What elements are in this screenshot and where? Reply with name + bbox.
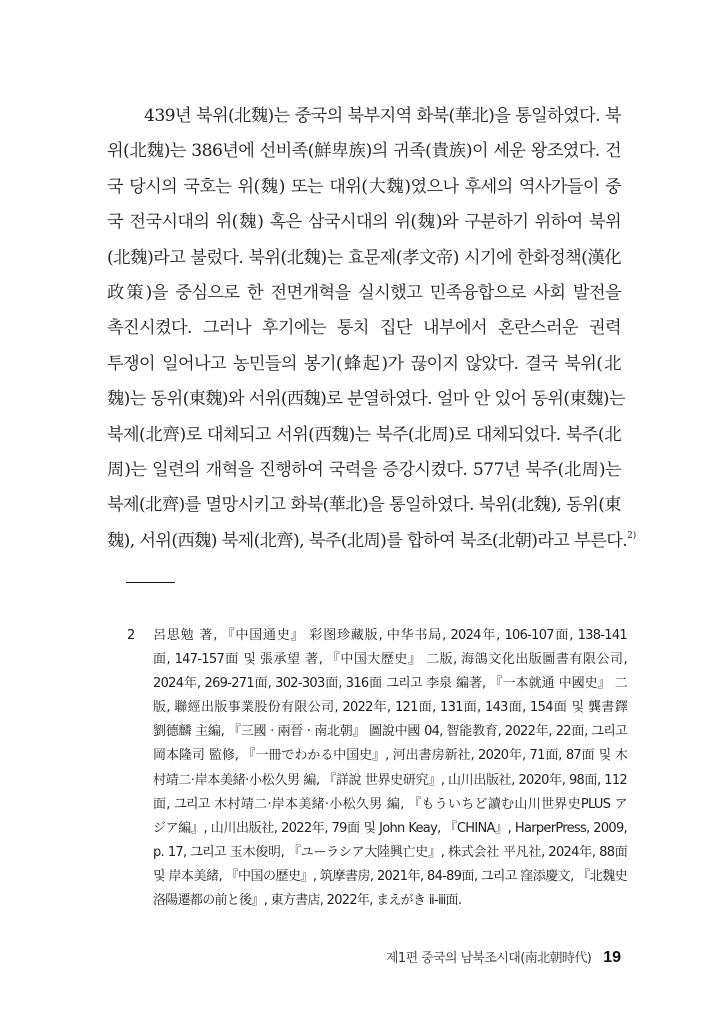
footnote-line: 2024年, 269-271面, 302-303面, 316面 그리고 李泉 編著, 『一本就通 中國史』 二: [153, 676, 627, 692]
footnote-line: 版, 聯經出版事業股份有限公司, 2022年, 121面, 131面, 143面, 154面 및 龔書鐸: [153, 700, 627, 716]
paragraph-line: 촉진시켰다. 그러나 후기에는 통치 집단 내부에서 혼란스러운 권력: [107, 318, 621, 339]
footnote-line: 面, 그리고 木村靖二·岸本美緒·小松久男 編, 『もういちど讀む山川世界史PLUS ア: [153, 796, 627, 812]
paragraph-line: 국 전국시대의 위(魏) 혹은 삼국시대의 위(魏)와 구분하기 위하여 북위: [107, 212, 621, 233]
running-title: 제1편 중국의 남북조시대(南北朝時代): [385, 951, 592, 966]
paragraph-line: 북제(北齊)를 멸망시키고 화북(華北)을 통일하였다. 북위(北魏), 동위(東: [107, 495, 621, 516]
paragraph-line-text: 魏), 서위(西魏) 북제(北齊), 북주(北周)를 합하여 북조(北朝)라고 부른다.: [107, 530, 628, 551]
footnote-line: p. 17, 그리고 玉木俊明, 『ユーラシア大陸興亡史』, 株式会社 平凡社, 2024年, 88面: [153, 844, 627, 860]
paragraph-last-line: [107, 524, 637, 559]
paragraph-line: 政策)을 중심으로 한 전면개혁을 실시했고 민족융합으로 사회 발전을: [107, 283, 621, 304]
running-footer: [386, 947, 621, 967]
paragraph-line: 周)는 일련의 개혁을 진행하여 국력을 증강시켰다. 577년 북주(北周)는: [107, 460, 621, 481]
footnote-reference[interactable]: 2): [627, 530, 637, 541]
footnote-line: 劉德麟 主編, 『三國 · 兩晉 · 南北朝』 圖說中國 04, 智能教育, 2022年, 22面, 그리고: [153, 724, 627, 740]
paragraph-line: 439년 북위(北魏)는 중국의 북부지역 화북(華北)을 통일하였다. 북: [144, 106, 621, 126]
footnote-line: ジア編』, 山川出版社, 2022年, 79面 및 John Keay, 『CHINA』, HarperPress, 2009,: [153, 820, 627, 836]
paragraph-line: 투쟁이 일어나고 농민들의 봉기(蜂起)가 끊이지 않았다. 결국 북위(北: [107, 353, 621, 374]
footnote-number: 2: [127, 628, 135, 643]
footnote-line: 洛陽遷都の前と後』, 東方書店, 2022年, まえがき ⅱ-ⅲ面.: [153, 893, 462, 909]
page-number: 19: [603, 949, 621, 966]
footnote-line: 및 岸本美緒, 『中国の歷史』, 筑摩書房, 2021年, 84-89面, 그리고 窪添慶文, 『北魏史: [153, 868, 627, 884]
paragraph-line: 魏)는 동위(東魏)와 서위(西魏)로 분열하였다. 얼마 안 있어 동위(東魏)는: [107, 389, 625, 410]
paragraph-line: 국 당시의 국호는 위(魏) 또는 대위(大魏)였으나 후세의 역사가들이 중: [107, 176, 621, 197]
paragraph-line: (北魏)라고 불렀다. 북위(北魏)는 효문제(孝文帝) 시기에 한화정책(漢化: [107, 247, 621, 268]
footnote-line: 面, 147-157面 및 張承望 著, 『中国大歷史』 二版, 海鴿文化出版圖書有限公司,: [153, 652, 627, 668]
main-paragraph: [107, 99, 637, 559]
footnote-line: 呂思勉 著, 『中国通史』 彩图珍藏版, 中华书局, 2024年, 106-107面, 138-141: [153, 628, 627, 643]
footnote-line: 岡本隆司 監修, 『一冊でわかる中国史』, 河出書房新社, 2020年, 71面, 87面 및 木: [153, 748, 627, 764]
paragraph-line: 북제(北齊)로 대체되고 서위(西魏)는 북주(北周)로 대체되었다. 북주(北: [107, 424, 621, 445]
footnote-line: 村靖二·岸本美緒·小松久男 編, 『詳說 世界史研究』, 山川出版社, 2020年, 98面, 112: [153, 772, 627, 788]
footnote-separator: [126, 582, 175, 583]
footnote-body: [153, 624, 627, 913]
footnote: [127, 624, 627, 913]
paragraph-line: 위(北魏)는 386년에 선비족(鮮卑族)의 귀족(貴族)이 세운 왕조였다. 건: [107, 141, 621, 162]
